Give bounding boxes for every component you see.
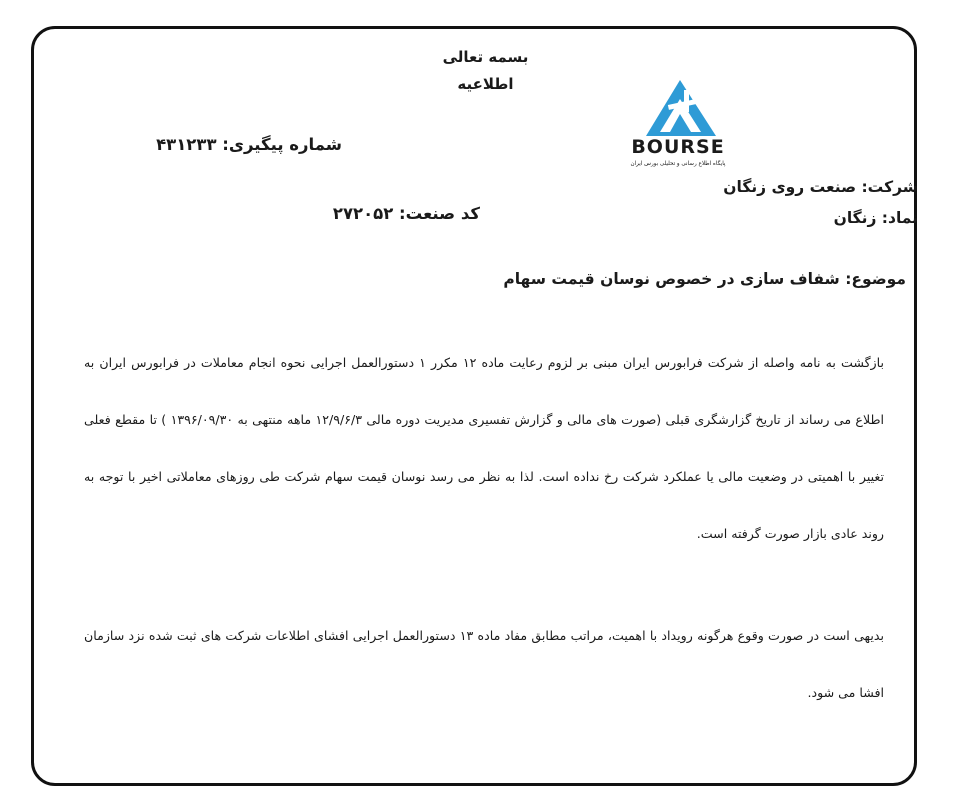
logo-tagline: پایگاه اطلاع رسانی و تحلیلی بورس ایران — [630, 161, 726, 167]
logo-wordmark: BOURSE — [631, 136, 725, 158]
body-paragraph-1: بازگشت به نامه واصله از شرکت فرابورس ایران مبنی بر لزوم رعایت ماده ۱۲ مکرر ۱ دستورالعمل اجرایی نحوه انجام معاملات در فرابورس ایران به اطلاع می رساند از تاریخ گزارشگری قبلی (صورت های مالی و گزارش تفسیری مدیریت دوره مالی ۱۲/۹/۶/۳ ماهه منتهی به ۱۳۹۶/۰۹/۳۰ ) تا مقطع فعلی تغییر با اهمیتی در وضعیت مالی یا عملکرد شرکت رخ نداده است. لذا به نظر می رسد نوسان قیمت سهام شرکت طی روزهای معاملاتی اخیر با توجه به روند عادی بازار صورت گرفته است. — [84, 355, 884, 541]
industry-code: کد صنعت: ۲۷۲۰۵۲ — [332, 204, 480, 223]
basmala-heading: بسمه تعالی — [442, 48, 529, 66]
tracking-number: شماره پیگیری: ۴۳۱۲۳۳ — [156, 135, 342, 154]
bourse-logo — [604, 62, 752, 174]
company-name: شرکت: صنعت روی زنگان — [723, 178, 918, 196]
body-paragraph-2: بدیهی است در صورت وقوع هرگونه رویداد با اهمیت، مراتب مطابق مفاد ماده ۱۳ دستورالعمل اجرایی افشای اطلاعات شرکت های ثبت شده نزد سازمان افشا می شود. — [84, 628, 884, 700]
subject-line: موضوع: شفاف سازی در خصوص نوسان قیمت سهام — [503, 270, 906, 288]
notice-title: اطلاعیه — [457, 75, 514, 93]
bourse-logo-mark-icon — [646, 80, 716, 136]
company-symbol: نماد: زنگان — [833, 209, 918, 227]
